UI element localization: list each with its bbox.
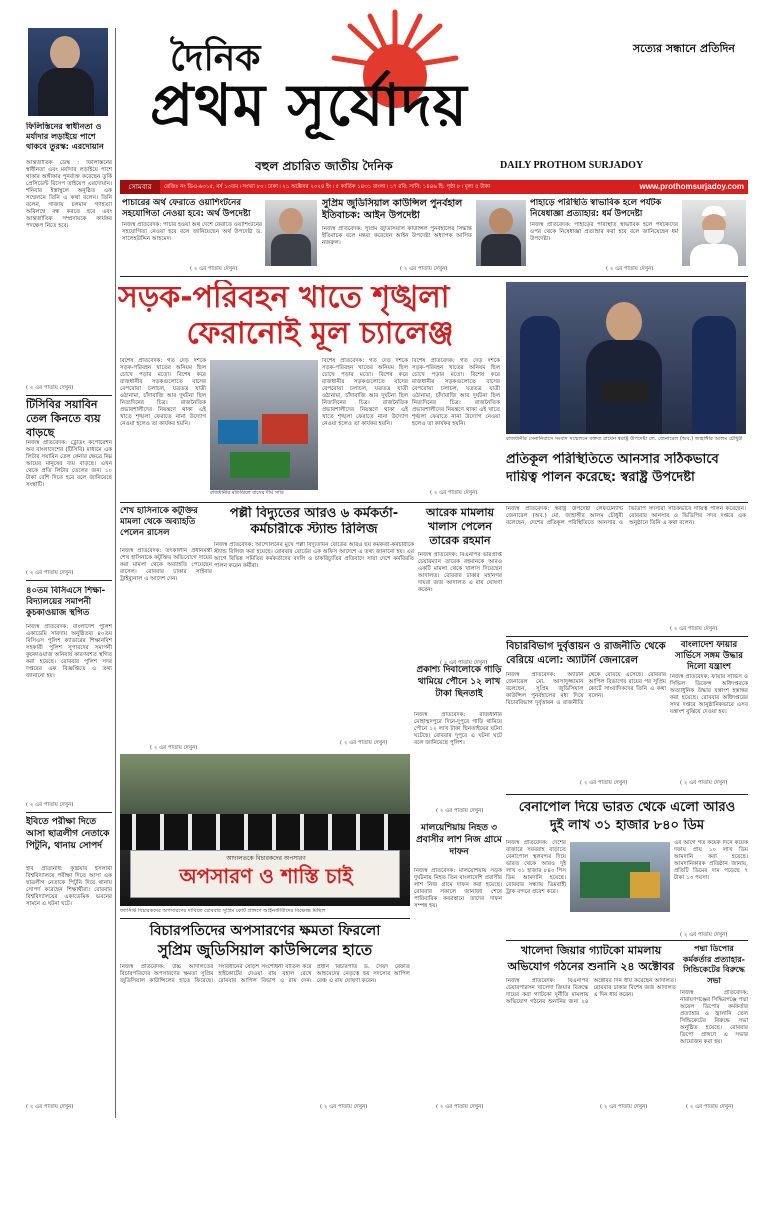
diwali-headline[interactable]: প্রকাশ্য দিবালোকে গাড়ি থামিয়ে পৌনে ১২ লাখ টাকা ছিনতাই xyxy=(416,665,502,699)
malaysia-body: নিজস্ব প্রতিবেদক: মালয়েশিয়ায় সড়ক দুর্ঘটনায় নিহত তিন বাংলাদেশি প্রবাসীর লাশ নিজ গ্রামে দাফন করা হয়েছে। রোববার সকালে জানাজা শেষে পারিবারিক কবরস্থানে তাদের দাফন সম্পন্ন হয়। xyxy=(414,868,502,909)
top-strip-1-headline[interactable]: পাচারের অর্থ ফেরাতে ওয়াশিংটনের সহযোগিতা নেওয়া হবে: অর্থ উপদেষ্টা xyxy=(122,198,251,219)
khaleda-cont[interactable]: ( ২ এর পাতায় দেখুন) xyxy=(600,1104,648,1110)
info-bar xyxy=(120,180,748,194)
left-story-1-cont[interactable]: ( ২ এর পাতায় দেখুন) xyxy=(26,385,74,391)
rural-power-cont[interactable]: ( ২ এর পাতায় দেখুন) xyxy=(340,740,388,746)
left-story-3-cont[interactable]: ( ২ এর পাতায় দেখুন) xyxy=(26,802,74,808)
protest-banner-text: অপসারণ ও শাস্তি চাই xyxy=(179,864,353,888)
padma-body: নিজস্ব প্রতিবেদক: নারায়ণগঞ্জের সিদ্ধিরগঞ্জে পদ্মা অয়েল ডিপোর কর্মকর্তার প্রত্যাহার ও জ্বালানি তেল সিন্ডিকেটের বিরুদ্ধে সভা অনুষ্ঠিত হয়েছে। রোববার ডিপো প্রাঙ্গণে এ সভার আয়োজন করা হয়। xyxy=(680,990,748,1045)
fire-service-body: নিজস্ব প্রতিবেদক: ফায়ার সার্ভিস ও সিভিল ডিফেন্স অধিদপ্তরকে অত্যাধুনিক উদ্ধার যন্ত্রাংশ হস্তান্তর করা হয়েছে। রোববার অধিদপ্তরের সদর দপ্তরে আনুষ্ঠানিকভাবে এসব যন্ত্রাংশ বুঝিয়ে দেওয়া হয়। xyxy=(670,674,748,715)
law-adviser-photo xyxy=(476,200,526,266)
judiciary-headline-line2[interactable]: বেরিয়ে এলো: অ্যাটর্নি জেনারেল xyxy=(506,655,638,666)
judiciary-body: নিজস্ব প্রতিবেদক: অ্যাটর্নি জেনারেল মো. আসাদুজ্জামান বলেছেন, সুপ্রিম জুডিসিয়াল কাউন্সিল পুনর্বহালের মধ্য দিয়ে বিচারবিভাগ দুর্বৃত্তায়ন ও রাজনীতি থেকে বেরিয়ে এসেছে। রোববার আপিল বিভাগের রায়ের পর সুপ্রিম কোর্টে সাংবাদিকদের তিনি এ কথা বলেন। xyxy=(506,672,666,706)
left-story-2-headline[interactable]: টিসিবির সয়াবিন তেল কিনতে ব্যয় বাড়ছে xyxy=(26,398,101,439)
left-story-2-body: নিজস্ব প্রতিবেদক: ট্রেডিং কর্পোরেশন অব বাংলাদেশের (টিসিবি) মাধ্যমে এক লিটার সয়াবিন তেল কেনার ক্ষেত্রে নিম্ন আয়ের মানুষের ব্যয় বাড়ছে। এখন থেকে প্রতি লিটার তেলের জন্য ১০ টাকা বেশি দিতে হবে বলে জানিয়েছে সংস্থাটি। xyxy=(26,440,112,488)
lead-cont[interactable]: ( ২ এর পাতায় দেখুন) xyxy=(430,490,478,496)
padma-headline[interactable]: পদ্মা ডিপোর কর্মকর্তার প্রত্যাহার-সিন্ডিকেটের বিরুদ্ধে সভা xyxy=(682,944,745,985)
lead-body-col1: বিশেষ প্রতিবেদক: গত দেড় দশকে সড়ক-পরিবহন খাতের অনিয়ম ছিল চোখে পড়ার মতো। বিশেষ করে রাজধানীর সড়কগুলোতে বাসের বেপরোয়া চলাচল, যত্রতত্র যাত্রী ওঠানামা, চাঁদাবাজি আর দুর্ঘটনা ছিল নিত্যদিনের চিত্র। রাজনৈতিক প্রভাবশালীদের নিয়ন্ত্রণে থাকা এই খাতে শৃঙ্খলা ফেরাতে নানা উদ্যোগ নেওয়া হলেও তা কার্যকর হয়নি। xyxy=(120,358,206,427)
info-bar-website[interactable]: www.prothomsurjadoy.com xyxy=(639,182,744,191)
top-strip-1-cont[interactable]: ( ২ এর পাতায় দেখুন) xyxy=(190,266,238,272)
lead-body-col2: বিশেষ প্রতিবেদক: গত দেড় দশকে সড়ক-পরিবহন খাতের অনিয়ম ছিল চোখে পড়ার মতো। বিশেষ করে রাজধানীর সড়কগুলোতে বাসের বেপরোয়া চলাচল, যত্রতত্র যাত্রী ওঠানামা, চাঁদাবাজি আর দুর্ঘটনা ছিল নিত্যদিনের চিত্র। রাজনৈতিক প্রভাবশালীদের নিয়ন্ত্রণে থাকা এই খাতে শৃঙ্খলা ফেরাতে নানা উদ্যোগ নেওয়া হলেও তা কার্যকর হয়নি। xyxy=(322,358,408,427)
fire-service-headline[interactable]: বাংলাদেশ ফায়ার সার্ভিসে সঙ্গম উদ্ধার দিলো যন্ত্রাংশ xyxy=(675,640,743,672)
left-story-1-headline[interactable]: ফিলিস্তিনের স্বাধীনতা ও মর্যাদার লড়াইয়ে পাশে থাকবে তুরস্ক: এরদোয়ান xyxy=(26,122,104,151)
judges-body: নিজস্ব প্রতিবেদক: উচ্চ আদালতের বিচারপতিদের অপসারণের ক্ষমতা সুপ্রিম জুডিসিয়াল কাউন্সিলের হাতে ফিরেছে। সংবিধানের ষোড়শ সংশোধনী বাতিল করে হাইকোর্টের দেওয়া রায় বহাল রেখে রোববার আপিল বিভাগ এ রায় দেন। প্রধান বিচারপতি ড. সৈয়দ রেফাত আহমেদের নেতৃত্বে ছয় সদস্যের আপিল বেঞ্চ এ রায় ঘোষণা করেন। xyxy=(120,964,410,984)
judiciary-cont[interactable]: ( ২ এর পাতায় দেখুন) xyxy=(580,780,628,786)
finance-adviser-photo xyxy=(265,200,317,266)
rural-power-body: নিজস্ব প্রতিবেদক: আন্দোলনের মুখে পল্লী বিদ্যুতায়ন বোর্ডের আরও ছয় কর্মকর্তা-কর্মচারীকে স্ট্যান্ড রিলিজ করা হয়েছে। রোববার বোর্ডের এক অফিস আদেশে এ তথ্য জানানো হয়। এর আগে বিভিন্ন সমিতির কর্মকর্তাদের বদলি ও চাকরিচ্যুতির প্রতিবাদে সারা দেশে কর্মবিরতি পালন করেন কর্মীরা। xyxy=(214,542,414,569)
eggs-cont[interactable]: ( ২ এর পাতায় দেখুন) xyxy=(680,932,728,938)
home-adviser-body: নিজস্ব প্রতিবেদক: স্বরাষ্ট্র উপদেষ্টা লেফটেন্যান্ট জেনারেল (অব.) মো. জাহাঙ্গীর আলম চৌধুরী বলেছেন, দেশের প্রতিকূল পরিস্থিতিতে আনসার ও ভিডিপি সদস্যরা সঠিকভাবে দায়িত্ব পালন করেছেন। রোববার আনসার ও ভিডিপির সদর দপ্তরে এক অনুষ্ঠানে তিনি এ কথা বলেন। xyxy=(506,506,746,526)
diwali-cont[interactable]: ( ২ এর পাতায় দেখুন) xyxy=(436,808,484,814)
protest-banner-sub: আদালতকে বিচারকদের অপসারণ xyxy=(226,855,306,862)
fire-service-cont[interactable]: ( ২ এর পাতায় দেখুন) xyxy=(680,780,728,786)
malaysia-headline[interactable]: মালয়েশিয়ায় নিহত ৩ প্রবাসীর লাশ নিজ গ্রামে দাফন xyxy=(416,823,502,857)
erdogan-photo xyxy=(28,28,108,116)
home-adviser-headline-line2[interactable]: দায়িত্ব পালন করেছে: স্বরাষ্ট্র উপদেষ্টা xyxy=(506,470,695,485)
left-story-4-headline[interactable]: ইবিতে পরীক্ষা দিতে আসা ছাত্রলীগ নেতাকে পিটুনি, থানায় সোপর্দ xyxy=(26,817,110,851)
judiciary-headline-line1[interactable]: বিচারবিভাগ দুর্বৃত্তায়ন ও রাজনীতি থেকে xyxy=(506,641,666,652)
home-adviser-headline-line1[interactable]: প্রতিকূল পরিস্থিতিতে আনসার সঠিকভাবে xyxy=(506,452,719,467)
info-bar-day: সোমবার xyxy=(120,180,160,194)
left-story-4-body: ইবি প্রতিনিধি: কুষ্টিয়ার ইসলামী বিশ্ববিদ্যালয়ে পরীক্ষা দিতে আসা এক ছাত্রলীগ নেতাকে পিটুনি দিয়ে থানায় সোপর্দ করেছেন শিক্ষার্থীরা। রোববার বিশ্ববিদ্যালয়ের একাডেমিক ভবনের সামনে এ ঘটনা ঘটে। xyxy=(26,866,112,907)
judges-headline-line2[interactable]: সুপ্রিম জুডিসিয়াল কাউন্সিলের হাতে xyxy=(157,941,373,959)
eggs-headline-line1[interactable]: বেনাপোল দিয়ে ভারত থেকে এলো আরও xyxy=(518,800,736,815)
eggs-truck-photo xyxy=(570,842,670,912)
eggs-body2: এর আগে গত কয়েক দিনে কয়েক দফায় প্রায় ১০ লাখ ডিম আমদানি করা হয়েছে। আমদানিকারক প্রতিষ্ঠান জানায়, প্রতিটি ডিমের দাম পড়েছে ৭ টাকা ১৩ পয়সা। xyxy=(674,840,748,881)
judges-headline-line1[interactable]: বিচারপতিদের অপসারণের ক্ষমতা ফিরলো xyxy=(149,923,381,939)
tarek-cont[interactable]: ( ২ এর পাতায় দেখুন) xyxy=(440,660,488,666)
hasina-case-cont[interactable]: ( ২ এর পাতায় দেখুন) xyxy=(150,745,198,751)
tarek-headline-line3[interactable]: তারেক রহমান xyxy=(429,534,491,547)
hasina-case-body: নিজস্ব প্রতিবেদক: তৎকালীন প্রধানমন্ত্রী শেখ হাসিনাকে কটূক্তির অভিযোগে দায়ের করা মামলা থেকে অব্যাহতি পেয়েছেন রাসেল। রোববার ঢাকার সাইবার ট্রাইব্যুনাল এ আদেশ দেন। xyxy=(120,548,212,582)
rural-power-headline-line1[interactable]: পল্লী বিদ্যুতের আরও ৬ কর্মকর্তা- xyxy=(229,506,399,521)
protest-banner xyxy=(130,850,400,898)
top-strip-3-body: নিজস্ব প্রতিবেদক: পাহাড়ের পরিস্থিতি স্বাভাবিক হলে পর্যটকদের ওপর থেকে নিষেধাজ্ঞা প্রত্যাহার করা হবে বলে জানিয়েছেন ধর্ম উপদেষ্টা। xyxy=(530,222,678,242)
left-story-1-body: আন্তর্জাতিক ডেস্ক : ফিলিস্তিনের স্বাধীনতা এবং মর্যাদার লড়াইয়ে পাশে থাকার অঙ্গীকার পুনর্ব্যক্ত করেছেন তুর্কি প্রেসিডেন্ট রিসেপ তাইয়েপ এরদোয়ান। শনিবার ইস্তাম্বুলে অনুষ্ঠিত এক সম্মেলনে তিনি এ কথা বলেন। তিনি বলেন, গাজায় চলমান গণহত্যা অবিলম্বে বন্ধ করতে হবে এবং আন্তর্জাতিক সম্প্রদায়কে কার্যকর পদক্ষেপ নিতে হবে। xyxy=(26,160,112,229)
masthead-name: প্রথম সূর্যোদয় xyxy=(150,71,468,139)
eggs-headline-line2[interactable]: দুই লাখ ৩১ হাজার ৮৪০ ডিম xyxy=(549,818,705,833)
top-strip-2-cont[interactable]: ( ২ এর পাতায় দেখুন) xyxy=(400,266,448,272)
lead-body-col3: বিশেষ প্রতিবেদক: গত দেড় দশকে সড়ক-পরিবহন খাতের অনিয়ম ছিল চোখে পড়ার মতো। বিশেষ করে রাজধানীর সড়কগুলোতে বাসের বেপরোয়া চলাচল, যত্রতত্র যাত্রী ওঠানামা, চাঁদাবাজি আর দুর্ঘটনা ছিল নিত্যদিনের চিত্র। রাজনৈতিক প্রভাবশালীদের নিয়ন্ত্রণে থাকা এই খাতে শৃঙ্খলা ফেরাতে নানা উদ্যোগ নেওয়া হলেও তা কার্যকর হয়নি। xyxy=(412,358,500,427)
rural-power-headline-line2[interactable]: কর্মচারীকে স্ট্যান্ড রিলিজ xyxy=(250,522,378,537)
lawyers-protest-caption: ফ্যাসিস্ট বিচারকদের অপসারণের দাবিতে রোববার সুপ্রিম কোর্ট প্রাঙ্গণে আইনজীবীদের বিক্ষোভ মিছিল xyxy=(120,908,326,914)
religion-adviser-photo xyxy=(682,200,746,266)
top-strip-1-body: নিজস্ব প্রতিবেদক: পাচার হওয়া অর্থ দেশে ফেরাতে ওয়াশিংটনের সহযোগিতা নেওয়া হবে বলে জানিয়েছেন অর্থ উপদেষ্টা ড. সালেহউদ্দিন আহমেদ। xyxy=(122,222,262,242)
top-strip-2-body: নিজস্ব প্রতিবেদক: সুপ্রিম জুডিসিয়াল কাউন্সিল পুনর্বহালের সিদ্ধান্ত ইতিবাচক বলে মন্তব্য করেছেন আইন উপদেষ্টা অধ্যাপক আসিফ নজরুল। xyxy=(322,226,472,246)
tarek-headline-line1[interactable]: আরেক মামলায় xyxy=(425,506,495,519)
lawyers-protest-photo xyxy=(120,754,410,906)
left-story-4-cont[interactable]: ( ২ এর পাতায় দেখুন) xyxy=(26,1104,74,1110)
lead-headline-line1[interactable]: সড়ক-পরিবহন খাতে শৃঙ্খলা xyxy=(118,280,450,315)
masthead-top-word: দৈনিক xyxy=(170,37,261,79)
padma-cont[interactable]: ( ২ এর পাতায় দেখুন) xyxy=(686,1104,734,1110)
top-strip-2-headline[interactable]: সুপ্রিম জুডিসিয়াল কাউন্সিল পুনর্বহাল ইতিবাচক: আইন উপদেষ্টা xyxy=(322,198,463,221)
home-adviser-cont[interactable]: ( ২ এর পাতায় দেখুন) xyxy=(670,626,718,632)
lead-headline-line2[interactable]: ফেরানোই মূল চ্যালেঞ্জ xyxy=(186,316,454,351)
khaleda-headline-line2[interactable]: অভিযোগ গঠনের শুনানি ২৪ অক্টোবর xyxy=(507,960,675,973)
left-story-2-cont[interactable]: ( ২ এর পাতায় দেখুন) xyxy=(26,570,74,576)
lead-photo-caption: রাজধানীর মতিঝিলে বাসের দীর্ঘ সারি xyxy=(210,490,284,496)
diwali-body: নিজস্ব প্রতিবেদক: রাজধানীর মোহাম্মদপুরে দিনে-দুপুরে গাড়ি থামিয়ে পৌনে ১২ লাখ টাকা ছিনতাইয়ের ঘটনা ঘটেছে। রোববার দুপুরে এ ঘটনা ঘটে বলে জানিয়েছে পুলিশ। xyxy=(414,712,502,746)
khaleda-headline-line1[interactable]: খালেদা জিয়ার গ্যাটকো মামলায় xyxy=(520,944,662,957)
left-story-3-headline[interactable]: ৪০তম বিসিএসে শিক্ষা-বিদ্যালয়ের সমাপনী কুচকাওয়াজ স্থগিত xyxy=(26,586,106,618)
top-strip-3-headline[interactable]: পাহাড়ে পরিস্থিতি স্বাভাবিক হলে পর্যটক নিষেধাজ্ঞা প্রত্যাহার: ধর্ম উপদেষ্টা xyxy=(530,198,662,219)
judges-cont[interactable]: ( ২ এর পাতায় দেখুন) xyxy=(320,1104,368,1110)
home-adviser-photo-caption: রাজধানীর সেনানিবাসে সংবাদ সম্মেলনে বক্তব্য রাখেন স্বরাষ্ট্র উপদেষ্টা লে. জেনারেল (অব.) জাহাঙ্গীর আলম চৌধুরী xyxy=(506,436,743,442)
masthead-tagline: সত্যের সন্ধানে প্রতিদিন xyxy=(632,42,735,55)
hasina-case-headline[interactable]: শেখ হাসিনাকে কটূক্তির মামলা থেকে অব্যাহতি পেলেন রাসেল xyxy=(120,506,198,538)
home-adviser-photo xyxy=(506,282,746,434)
masthead-subtitle: বহুল প্রচারিত জাতীয় দৈনিক xyxy=(255,159,393,173)
left-story-3-body: নিজস্ব প্রতিবেদক: বাংলাদেশ পুলিশ একাডেমি সারদায় অনুষ্ঠিতব্য ৪০তম বিসিএস পুলিশ ক্যাডারের শিক্ষানবিশ সহকারী পুলিশ সুপারদের সমাপনী কুচকাওয়াজ অনিবার্য কারণবশত স্থগিত করা হয়েছে। রোববার পুলিশ সদর দপ্তরের এক বিজ্ঞপ্তিতে এ তথ্য জানানো হয়। xyxy=(26,624,112,679)
info-bar-details: রেজিঃ নং ডিএ-৬৩১৫, বর্ষ ১৩তম ৷ সংখ্যা ৮০ ৷ ঢাকা ৷ ২১ অক্টোবর ২০২৪ ইং ৷ ৫ কার্তিক ১৪৩১ বাংলা ৷ ১৭ রবি: সানি: ১৪৪৬ হি: পৃষ্ঠা ৮ ৷ মূল্য ৫ টাকা xyxy=(164,184,491,190)
eggs-body: নিজস্ব প্রতিবেদক: দেশের বাজারে সরবরাহ বাড়াতে বেনাপোল স্থলবন্দর দিয়ে ভারত থেকে আরও দুই লাখ ৩১ হাজার ৮৪০ পিস ডিম আমদানি হয়েছে। রোববার সন্ধ্যায় ডিমবাহী ট্রাক বন্দরে প্রবেশ করে। xyxy=(506,840,566,895)
lead-bus-photo xyxy=(210,360,318,490)
tarek-headline-line2[interactable]: খালাস পেলেন xyxy=(427,520,492,533)
masthead-english-name: DAILY PROTHOM SURJADOY xyxy=(500,160,644,171)
khaleda-body: নিজস্ব প্রতিবেদক: বিএনপির চেয়ারপারসন খালেদা জিয়ার বিরুদ্ধে দায়ের করা গ্যাটকো দুর্নীতি মামলায় অভিযোগ গঠনের শুনানির জন্য ২৪ অক্টোবর দিন ধার্য করেছেন আদালত। রোববার ঢাকার বিশেষ জজ আদালত এ দিন ধার্য করেন। xyxy=(506,978,676,1005)
top-strip-3-cont[interactable]: ( ২ এর পাতায় দেখুন) xyxy=(606,266,654,272)
malaysia-cont[interactable]: ( ২ এর পাতায় দেখুন) xyxy=(436,1104,484,1110)
tarek-body: নিজস্ব প্রতিবেদক: বিএনপির ভারপ্রাপ্ত চেয়ারম্যান তারেক রহমানকে আরও একটি মামলা থেকে খালাস দিয়েছেন আদালত। রোববার ঢাকার মহানগর দায়রা জজ আদালত এ রায় ঘোষণা করেন। xyxy=(418,552,502,593)
